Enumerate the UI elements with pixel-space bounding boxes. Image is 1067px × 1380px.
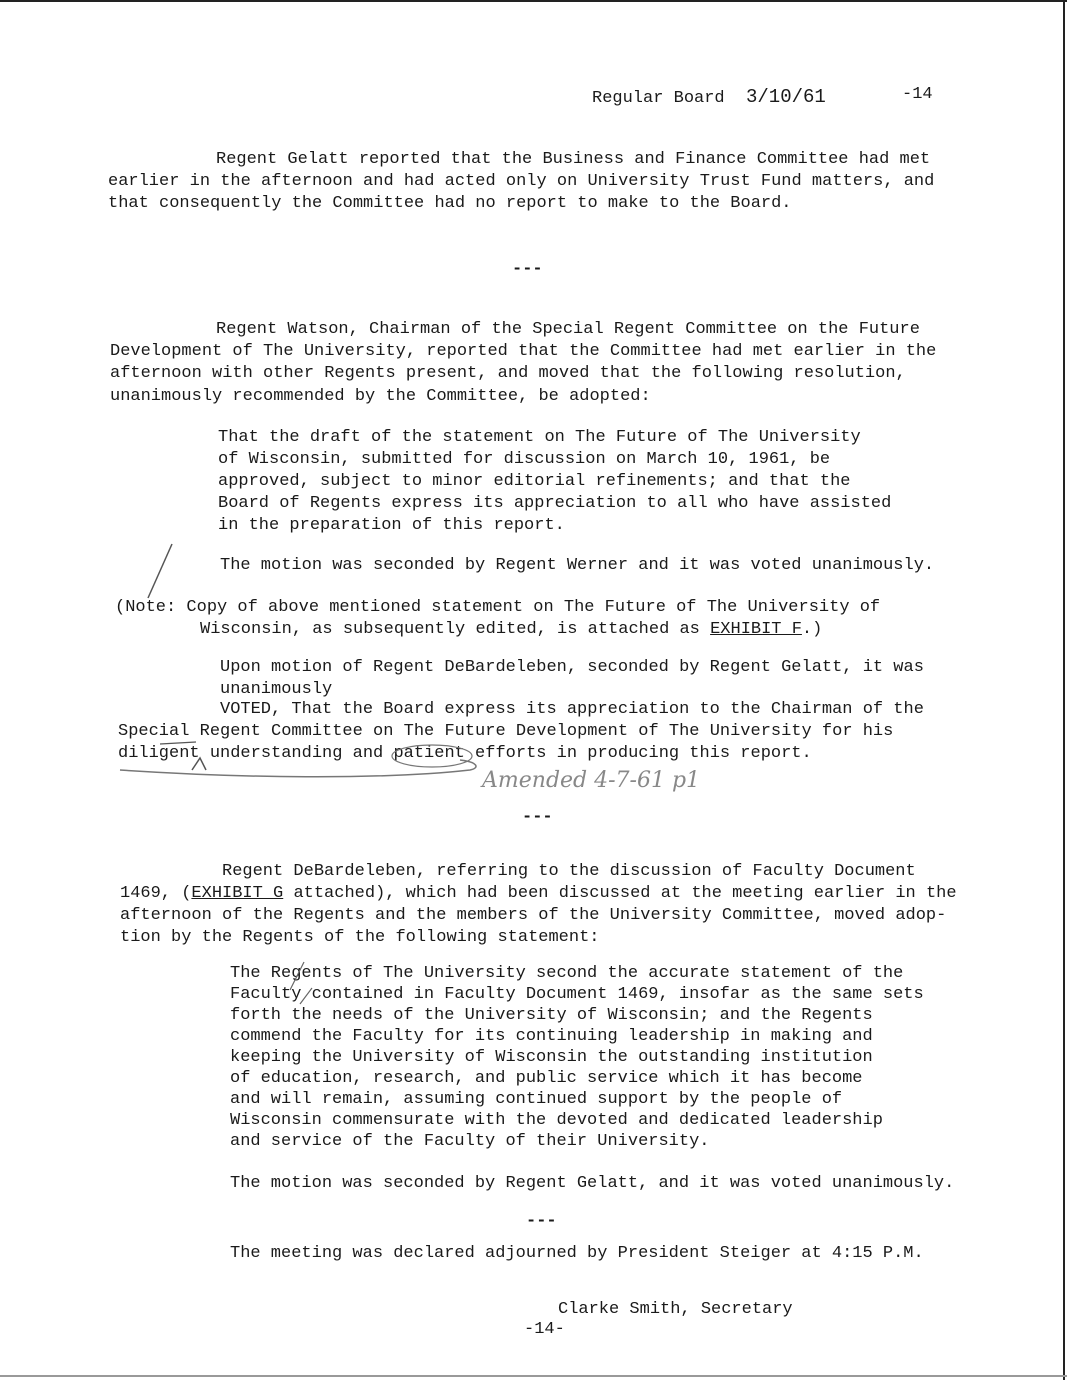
handwritten-amendment-note: Amended 4-7-61 p1: [482, 768, 701, 793]
res2-line-9: and service of the Faculty of their University.: [230, 1132, 710, 1151]
scan-border-bottom: [0, 1375, 1067, 1377]
p3-line-2: unanimously: [220, 680, 333, 699]
res2-line-8: Wisconsin commensurate with the devoted and dedicated leadership: [230, 1111, 883, 1130]
res2-line-6: of education, research, and public service which it has become: [230, 1069, 863, 1088]
p2-line-2: Development of The University, reported that the Committee had met earlier in the: [110, 342, 937, 361]
res1-line-2: of Wisconsin, submitted for discussion on March 10, 1961, be: [218, 450, 831, 469]
footer-page-number: -14-: [524, 1320, 565, 1339]
p4-line-3: afternoon of the Regents and the members of the University Committee, moved adop-: [120, 906, 947, 925]
seconded-gelatt: The motion was seconded by Regent Gelatt, and it was voted unanimously.: [230, 1174, 955, 1193]
pencil-slash-mark: [148, 544, 172, 598]
res1-line-5: in the preparation of this report.: [218, 516, 565, 535]
res2-line-2: Faculty contained in Faculty Document 1469, insofar as the same sets: [230, 985, 924, 1004]
adjournment-line: The meeting was declared adjourned by President Steiger at 4:15 P.M.: [230, 1244, 924, 1263]
res2-line-1: The Regents of The University second the accurate statement of the: [230, 964, 904, 983]
p4-line-1: Regent DeBardeleben, referring to the discussion of Faculty Document: [222, 862, 916, 881]
p3-line-1: Upon motion of Regent DeBardeleben, seconded by Regent Gelatt, it was: [220, 658, 924, 677]
res1-line-1: That the draft of the statement on The Future of The University: [218, 428, 861, 447]
scan-border-top: [0, 0, 1067, 2]
separator-2: ---: [522, 808, 553, 827]
p4-line-2: 1469, (EXHIBIT G attached), which had been discussed at the meeting earlier in the: [120, 884, 957, 903]
header-date: 3/10/61: [746, 86, 826, 108]
res1-line-3: approved, subject to minor editorial refinements; and that the: [218, 472, 851, 491]
p3-line-5: diligent understanding and patient efforts in producing this report.: [118, 744, 812, 763]
p4-line-4: tion by the Regents of the following statement:: [120, 928, 600, 947]
res2-line-4: commend the Faculty for its continuing leadership in making and: [230, 1027, 873, 1046]
p2-line-1: Regent Watson, Chairman of the Special Regent Committee on the Future: [216, 320, 920, 339]
p2-line-3: afternoon with other Regents present, and moved that the following resolution,: [110, 364, 906, 383]
p3-line-4: Special Regent Committee on The Future Development of The University for his: [118, 722, 894, 741]
seconded-werner: The motion was seconded by Regent Werner and it was voted unanimously.: [220, 556, 935, 575]
p3-line-3: VOTED, That the Board express its appreciation to the Chairman of the: [220, 700, 924, 719]
separator-1: ---: [512, 260, 543, 279]
header-title: Regular Board: [592, 89, 725, 108]
note-line-1: (Note: Copy of above mentioned statement on The Future of The University of: [115, 598, 881, 617]
res2-line-7: and will remain, assuming continued support by the people of: [230, 1090, 843, 1109]
p1-line-1: Regent Gelatt reported that the Business and Finance Committee had met: [216, 150, 931, 169]
separator-3: ---: [526, 1212, 557, 1231]
res1-line-4: Board of Regents express its appreciation to all who have assisted: [218, 494, 892, 513]
res2-line-3: forth the needs of the University of Wisconsin; and the Regents: [230, 1006, 873, 1025]
header-page-number: -14: [902, 85, 933, 104]
exhibit-f-link: EXHIBIT F: [710, 620, 802, 639]
note-line-2: Wisconsin, as subsequently edited, is attached as EXHIBIT F.): [200, 620, 823, 639]
p1-line-2: earlier in the afternoon and had acted only on University Trust Fund matters, and: [108, 172, 935, 191]
p1-line-3: that consequently the Committee had no report to make to the Board.: [108, 194, 792, 213]
secretary-signature: Clarke Smith, Secretary: [558, 1300, 793, 1319]
scan-border-right: [1063, 0, 1065, 1380]
exhibit-g-link: EXHIBIT G: [191, 884, 284, 903]
res2-line-5: keeping the University of Wisconsin the outstanding institution: [230, 1048, 873, 1067]
p2-line-4: unanimously recommended by the Committee, be adopted:: [110, 387, 651, 406]
